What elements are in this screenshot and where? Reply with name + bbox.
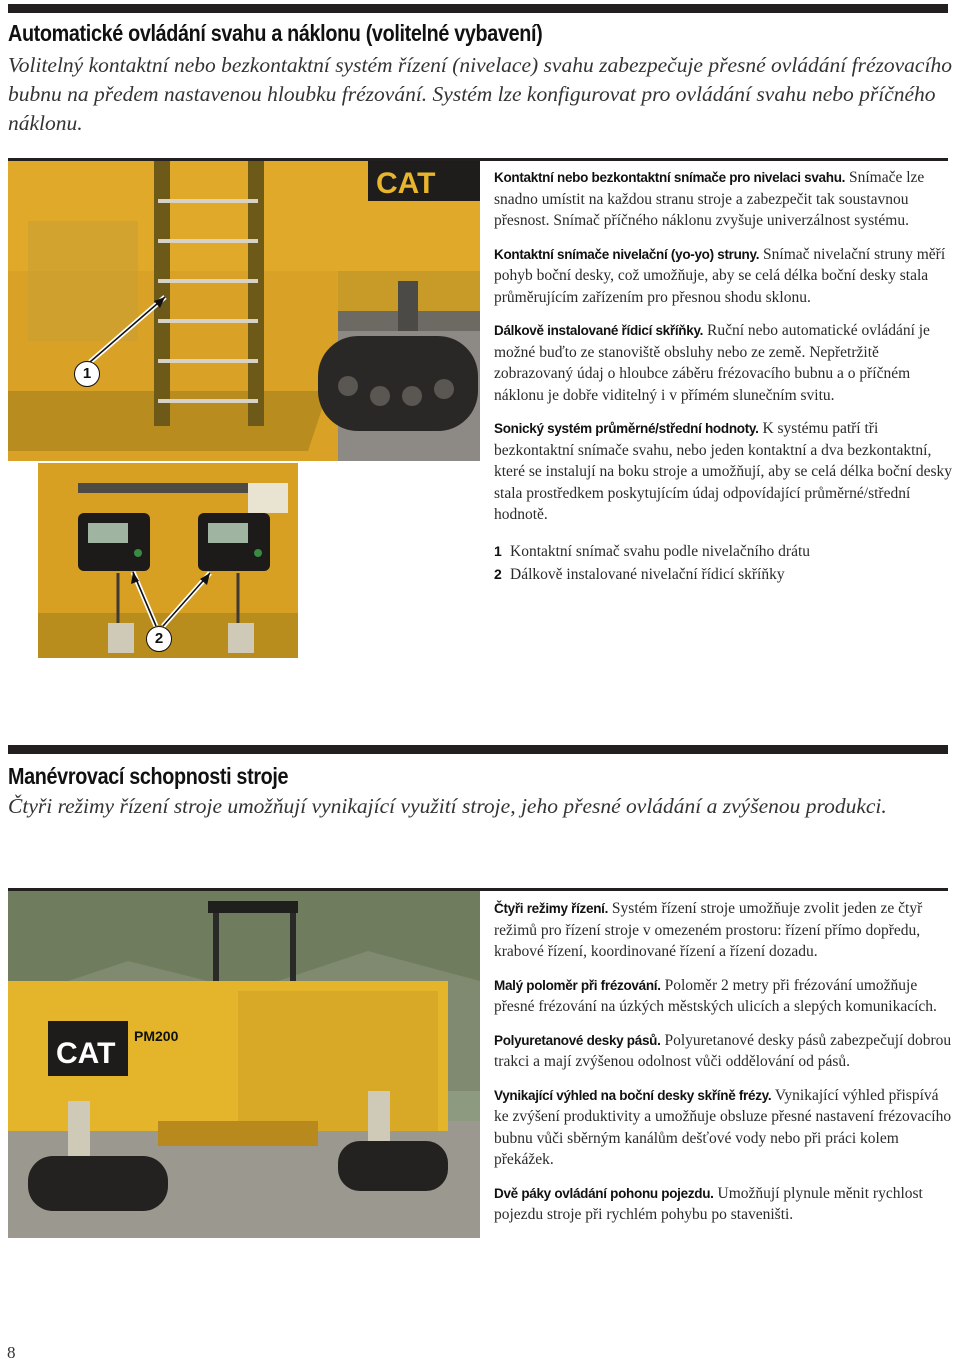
photo-logo-front: CAT: [56, 1037, 116, 1070]
legend-text: Dálkově instalované nivelační řídicí skříňky: [510, 565, 785, 583]
paragraph-body: Vynikající výhled přispívá ke zvýšení produktivity a umožňuje obsluze přesné nastavení frézovacího bubnu vůči sběrným kanálům dešťové vody nebo při práci kolem překážek.: [494, 1086, 952, 1168]
callout-2: 2: [146, 626, 172, 652]
paragraph-lead: Čtyři režimy řízení.: [494, 901, 609, 916]
paragraph-lead: Dvě páky ovládání pohonu pojezdu.: [494, 1185, 714, 1201]
section-intro-slope-control: Volitelný kontaktní nebo bezkontaktní systém řízení (nivelace) svahu zabezpečuje přesné ovládání frézovacího bubnu na předem nastavenou hloubku frézování. Systém lze konfigurovat pro ovládání svahu nebo příčného náklonu.: [8, 53, 952, 135]
paragraph-body: Snímače lze snadno umístit na každou stranu stroje a zabezpečit tak soustavnou přesnost. Snímač příčného náklonu zvyšuje univerzálnost systému.: [494, 169, 925, 229]
paragraph-body: Ruční nebo automatické ovládání je možné buďto ze stanoviště obsluhy nebo ze země. Nepřetržitě zobrazovaný údaj o hloubce záběru frézovacího bubnu a o příčném náklonu je dobře viditelný i v přímém slunečním svitu.: [494, 322, 930, 404]
figure-legend: [494, 540, 956, 586]
paragraph: [494, 898, 956, 963]
section-title-slope-control: Automatické ovládání svahu a náklonu (volitelné vybavení): [8, 20, 543, 46]
paragraph: [494, 1085, 956, 1171]
paragraph-body: Snímač nivelační struny měří pohyb boční desky, což umožňuje, aby se celá délka boční desky stala průměrujícím zařízením pro přesnou shodu sklonu.: [494, 245, 946, 306]
legend-number: 2: [494, 565, 502, 582]
paragraph: [494, 1183, 956, 1226]
machine-front-photo: [8, 891, 480, 1238]
paragraph: [494, 1030, 956, 1073]
legend-number: 1: [494, 542, 502, 559]
section-title-maneuverability: Manévrovací schopnosti stroje: [8, 763, 289, 789]
legend-text: Kontaktní snímač svahu podle nivelačního drátu: [510, 542, 811, 560]
paragraph-lead: Dálkově instalované řídicí skříňky.: [494, 323, 704, 338]
paragraph: [494, 167, 956, 232]
paragraph: [494, 320, 956, 406]
paragraph-body: K systému patří tři bezkontaktní snímače svahu, nebo jeden kontaktní a dva bezkontaktní, které se instalují na boku stroje a umožňují, aby se celá délka boční desky stala prostředkem poskytujícím údaj odpovídající průměrné/střední hodnotě.: [494, 420, 952, 523]
machine-front-illustration: [8, 891, 480, 1238]
section-intro-maneuverability: Čtyři režimy řízení stroje umožňují vynikající využití stroje, jeho přesné ovládání a zvýšenou produkci.: [8, 794, 887, 818]
section-rule-middle: [8, 745, 948, 754]
legend-item: [494, 540, 956, 563]
slope-control-text-column: [494, 167, 956, 586]
paragraph-lead: Sonický systém průměrné/střední hodnoty.: [494, 421, 759, 436]
paragraph-lead: Polyuretanové desky pásů.: [494, 1032, 661, 1048]
maneuverability-text-column: [494, 898, 956, 1238]
paragraph-body: Poloměr 2 metry při frézování umožňuje přesné frézování na úzkých městských ulicích a slepých komunikacích.: [494, 976, 937, 1015]
paragraph-lead: Vynikající výhled na boční desky skříně frézy.: [494, 1087, 772, 1103]
paragraph-body: Systém řízení stroje umožňuje zvolit jeden ze čtyř režimů pro řízení stroje v omezeném prostoru: řízení přímo dopředu, krabové řízení, koordinované řízení a řízení dozadu.: [494, 900, 923, 960]
photo-model-badge: PM200: [134, 1028, 179, 1044]
paragraph: [494, 418, 956, 526]
paragraph: [494, 244, 956, 309]
callout-1: 1: [74, 361, 100, 387]
paragraph-lead: Kontaktní nebo bezkontaktní snímače pro nivelaci svahu.: [494, 170, 846, 185]
paragraph-lead: Malý poloměr při frézování.: [494, 977, 661, 993]
page-number: 8: [7, 1343, 16, 1362]
photo-logo-top: CAT: [376, 167, 436, 200]
callout-lines: [0, 0, 480, 680]
legend-item: [494, 563, 956, 586]
paragraph-lead: Kontaktní snímače nivelační (yo-yo) struny.: [494, 246, 760, 262]
paragraph-body: Umožňují plynule měnit rychlost pojezdu stroje při rychlém pohybu po staveništi.: [494, 1184, 923, 1223]
paragraph-body: Polyuretanové desky pásů zabezpečují dobrou trakci a mají zvýšenou odolnost vůči oddělování od pásů.: [494, 1031, 952, 1070]
paragraph: [494, 975, 956, 1018]
